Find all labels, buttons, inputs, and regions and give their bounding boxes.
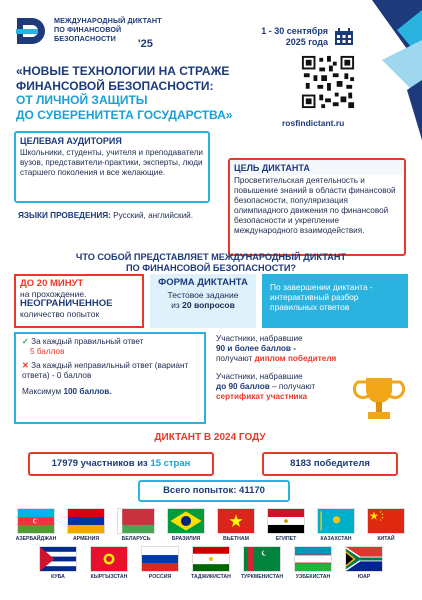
dictant-goal-box: [228, 158, 406, 256]
check-icon: ✓: [22, 337, 29, 346]
china-flag-icon: [367, 508, 405, 534]
languages-value: Русский, английский.: [113, 211, 193, 220]
logo-year: '25: [138, 38, 153, 50]
languages-label: ЯЗЫКИ ПРОВЕДЕНИЯ:: [18, 211, 111, 220]
dictant-form-box: ФОРМА ДИКТАНТА Тестовое задание из 20 вопросов: [150, 274, 256, 328]
flag-kyrgyzstan: КЫРГЫЗСТАН: [87, 546, 131, 580]
flag-uzbekistan: УЗБЕКИСТАН: [291, 546, 335, 580]
attempts-value: НЕОГРАНИЧЕННОЕ: [20, 298, 113, 309]
form-heading: ФОРМА ДИКТАНТА: [158, 277, 248, 288]
duration-value: ДО 20 МИНУТ: [20, 278, 84, 289]
vietnam-flag-icon: [217, 508, 255, 534]
flag-china: КИТАЙ: [364, 508, 408, 542]
uzbekistan-flag-icon: [294, 546, 332, 572]
answer-review-box: По завершении диктанта - интерактивный разбор правильных ответов: [262, 274, 408, 328]
flag-russia: РОССИЯ: [138, 546, 182, 580]
flag-tajikistan: ТАДЖИКИСТАН: [189, 546, 233, 580]
attempts-stat: Всего попыток: 41170: [138, 480, 290, 502]
year-2024-heading: ДИКТАНТ В 2024 ГОДУ: [154, 432, 266, 443]
section-question: ЧТО СОБОЙ ПРЕДСТАВЛЯЕТ МЕЖДУНАРОДНЫЙ ДИКТАНТ ПО ФИНАНСОВОЙ БЕЗОПАСНОСТИ?: [75, 252, 347, 273]
turkmenistan-flag-icon: [243, 546, 281, 572]
awards-info: Участники, набравшие 90 и более баллов - получают диплом победителя Участники, набравшие до 90 баллов – получают сертификат участника: [216, 334, 337, 401]
calendar-icon: [334, 28, 354, 46]
target-audience-box: [14, 131, 210, 203]
dictant-logo-icon: [14, 14, 48, 48]
cross-icon: ✕: [22, 361, 29, 370]
goal-heading: ЦЕЛЬ ДИКТАНТА: [230, 160, 404, 175]
flag-belarus: БЕЛАРУСЬ: [114, 508, 158, 542]
belarus-flag-icon: [117, 508, 155, 534]
armenia-flag-icon: [67, 508, 105, 534]
languages-box: [14, 207, 210, 239]
audience-text: Школьники, студенты, учителя и преподаватели вузов, представители-практики, эксперты, люди старшего поколения и все желающие.: [20, 148, 203, 177]
flag-egypt: ЕГИПЕТ: [264, 508, 308, 542]
corner-decoration: [352, 0, 422, 140]
trophy-icon: [352, 372, 406, 426]
scoring-box: ✓ За каждый правильный ответ 5 баллов ✕ За каждый неправильный ответ (вариант ответа) - 0 баллов Максимум 100 баллов.: [14, 332, 206, 424]
goal-text: Просветительская деятельность и повышение знаний в области финансовой безопасности, популяризация олимпиадного движения по финансовой безопасности и укрепление международного взаимодействия.: [234, 176, 396, 235]
south-africa-flag-icon: [345, 546, 383, 572]
logo-text: МЕЖДУНАРОДНЫЙ ДИКТАНТ ПО ФИНАНСОВОЙ БЕЗОПАСНОСТИ: [54, 16, 162, 43]
tajikistan-flag-icon: [192, 546, 230, 572]
event-dates: 1 - 30 сентября 2025 года: [261, 26, 328, 47]
flag-turkmenistan: ТУРКМЕНИСТАН: [240, 546, 284, 580]
flags-row-1: [14, 508, 408, 542]
flag-kazakhstan: КАЗАХСТАН: [314, 508, 358, 542]
flag-azerbaijan: АЗЕРБАЙДЖАН: [14, 508, 58, 542]
egypt-flag-icon: [267, 508, 305, 534]
website-link[interactable]: rosfindictant.ru: [282, 118, 345, 128]
flag-cuba: КУБА: [36, 546, 80, 580]
winners-stat: 8183 победителя: [262, 452, 398, 476]
kyrgyzstan-flag-icon: [90, 546, 128, 572]
azerbaijan-flag-icon: [17, 508, 55, 534]
flags-row-2: [14, 546, 408, 580]
participants-stat: 17979 участников из 15 стран: [28, 452, 214, 476]
qr-code-icon[interactable]: [300, 54, 356, 110]
country-flags: [14, 508, 408, 580]
flag-brazil: БРАЗИЛИЯ: [164, 508, 208, 542]
cuba-flag-icon: [39, 546, 77, 572]
kazakhstan-flag-icon: [317, 508, 355, 534]
duration-box: ДО 20 МИНУТ на прохождение. НЕОГРАНИЧЕННОЕ количество попыток: [14, 274, 144, 328]
flag-armenia: АРМЕНИЯ: [64, 508, 108, 542]
brazil-flag-icon: [167, 508, 205, 534]
logo: [14, 12, 164, 56]
audience-heading: ЦЕЛЕВАЯ АУДИТОРИЯ: [20, 136, 122, 146]
russia-flag-icon: [141, 546, 179, 572]
dictant-title: «НОВЫЕ ТЕХНОЛОГИИ НА СТРАЖЕ ФИНАНСОВОЙ БЕЗОПАСНОСТИ: ОТ ЛИЧНОЙ ЗАЩИТЫ ДО СУВЕРЕНИТЕТА ГОСУДАРСТВА»: [16, 64, 233, 122]
flag-vietnam: ВЬЕТНАМ: [214, 508, 258, 542]
flag-south-africa: ЮАР: [342, 546, 386, 580]
